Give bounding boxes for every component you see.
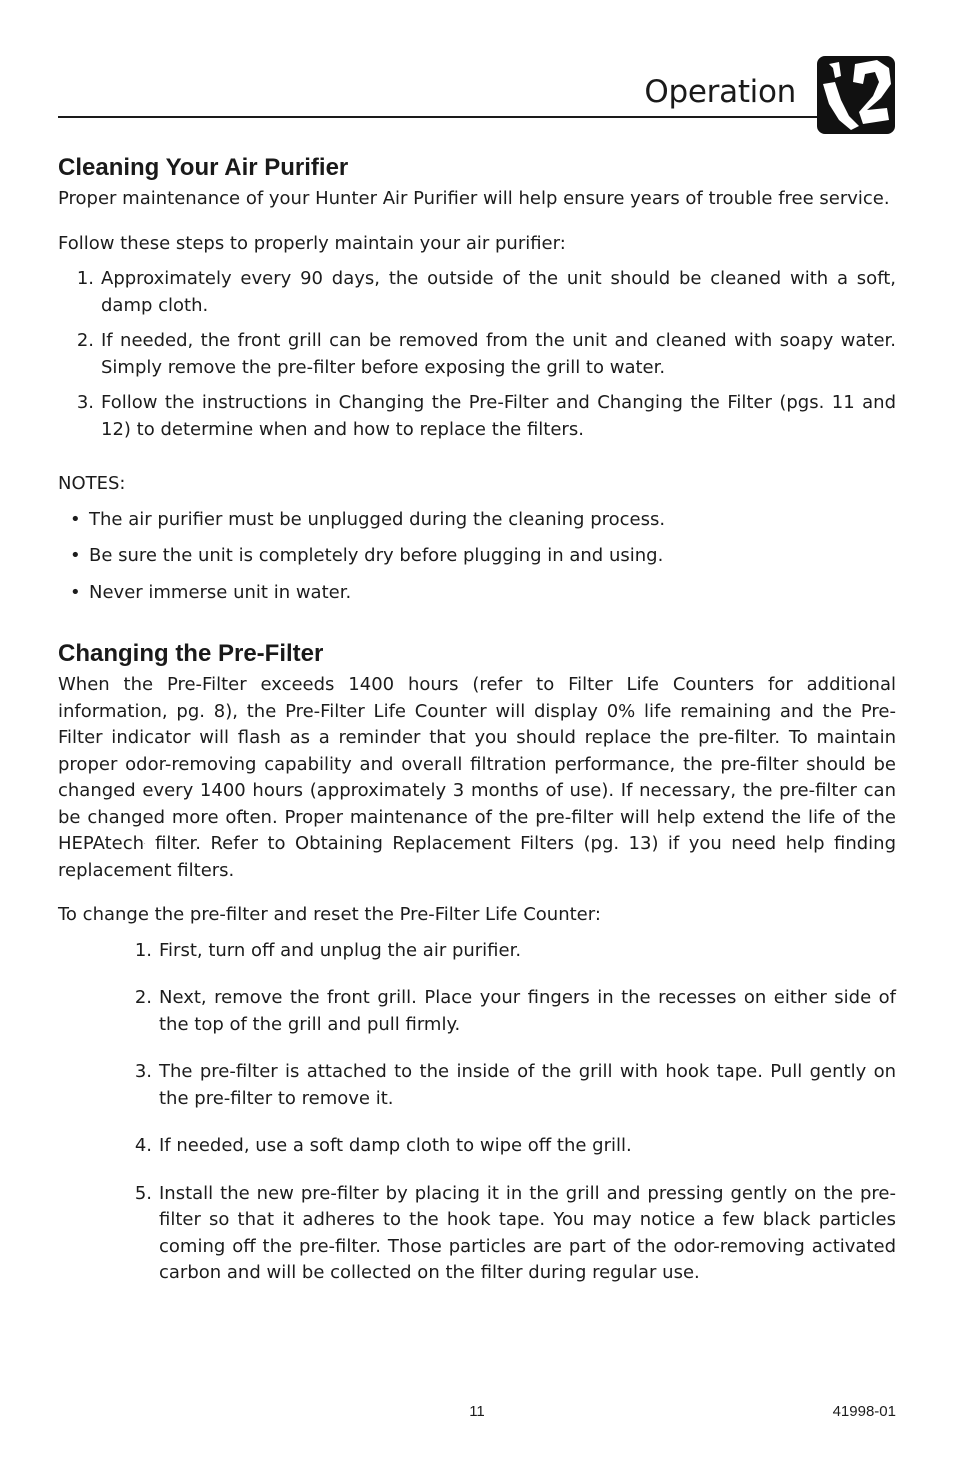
steps-lead: Follow these steps to properly maintain your air purifier:: [58, 232, 566, 254]
list-item: • Be sure the unit is completely dry before plugging in and using.: [58, 543, 896, 570]
intro-paragraph: Proper maintenance of your Hunter Air Purifier will help ensure years of trouble free service.: [58, 188, 890, 209]
prefilter-steps-list: [116, 938, 896, 1287]
page-number: 11: [469, 1403, 485, 1420]
page-content: [58, 152, 896, 1308]
notes-label: NOTES:: [58, 473, 126, 494]
section-changing-prefilter: [58, 638, 896, 1287]
list-item: 3. The pre-filter is attached to the inside of the grill with hook tape. Pull gently on the pre-filter to remove it.: [134, 1061, 896, 1109]
prefilter-lead: To change the pre-filter and reset the Pre-Filter Life Counter:: [58, 904, 601, 925]
notes-list: [58, 507, 896, 607]
header-rule: [58, 116, 818, 118]
bullet-icon: •: [70, 545, 81, 566]
list-item: 3. Follow the instructions in Changing the Pre-Filter and Changing the Filter (pgs. 11 and 12) to determine when and how to replace the filters.: [76, 392, 896, 440]
prefilter-paragraph: When the Pre-Filter exceeds 1400 hours (refer to Filter Life Counters for additional information, pg. 8), the Pre-Filter Life Counter will display 0% life remaining and the Pre-Filter indicator will flash as a reminder that you should replace the pre-filter. To maintain proper odor-removing capability and overall filtration performance, the pre-filter should be changed every 1400 hours (approximately 3 months of use). If necessary, the pre-filter can be changed more often. Proper maintenance of the pre-filter will help extend the life of the HEPAtech· filter. Refer to Obtaining Replacement Filters (pg. 13) if you need help finding replacement filters.: [58, 674, 896, 881]
list-item: 5. Install the new pre-filter by placing it in the grill and pressing gently on the pre-filter so that it adheres to the hook tape. You may notice a few black particles coming off the pre-filter. Those particles are part of the odor-removing activated carbon and will be collected on the filter during regular use.: [134, 1182, 896, 1283]
document-code: 41998-01: [832, 1403, 896, 1420]
bullet-icon: •: [70, 581, 81, 603]
section-heading-prefilter: Changing the Pre-Filter: [58, 640, 324, 667]
list-item: 2. Next, remove the front grill. Place your fingers in the recesses on either side of the top of the grill and pull firmly.: [134, 987, 896, 1035]
section-heading-cleaning: Cleaning Your Air Purifier: [58, 154, 349, 181]
list-item: 4. If needed, use a soft damp cloth to wipe off the grill.: [134, 1135, 632, 1156]
section-2-badge-icon: [815, 54, 897, 136]
list-item: 1. First, turn off and unplug the air purifier.: [134, 939, 522, 961]
bullet-icon: •: [70, 508, 81, 530]
cleaning-steps-list: [58, 266, 896, 443]
list-item: • The air purifier must be unplugged during the cleaning process.: [58, 507, 896, 534]
list-item: 2. If needed, the front grill can be removed from the unit and cleaned with soapy water. Simply remove the pre-filter before exposing the grill to water.: [76, 330, 896, 378]
list-item: • Never immerse unit in water.: [58, 580, 896, 607]
trademark-mark: ·: [144, 841, 146, 847]
page-section-title: Operation: [644, 74, 796, 110]
list-item: 1. Approximately every 90 days, the outside of the unit should be cleaned with a soft, damp cloth.: [76, 268, 896, 316]
